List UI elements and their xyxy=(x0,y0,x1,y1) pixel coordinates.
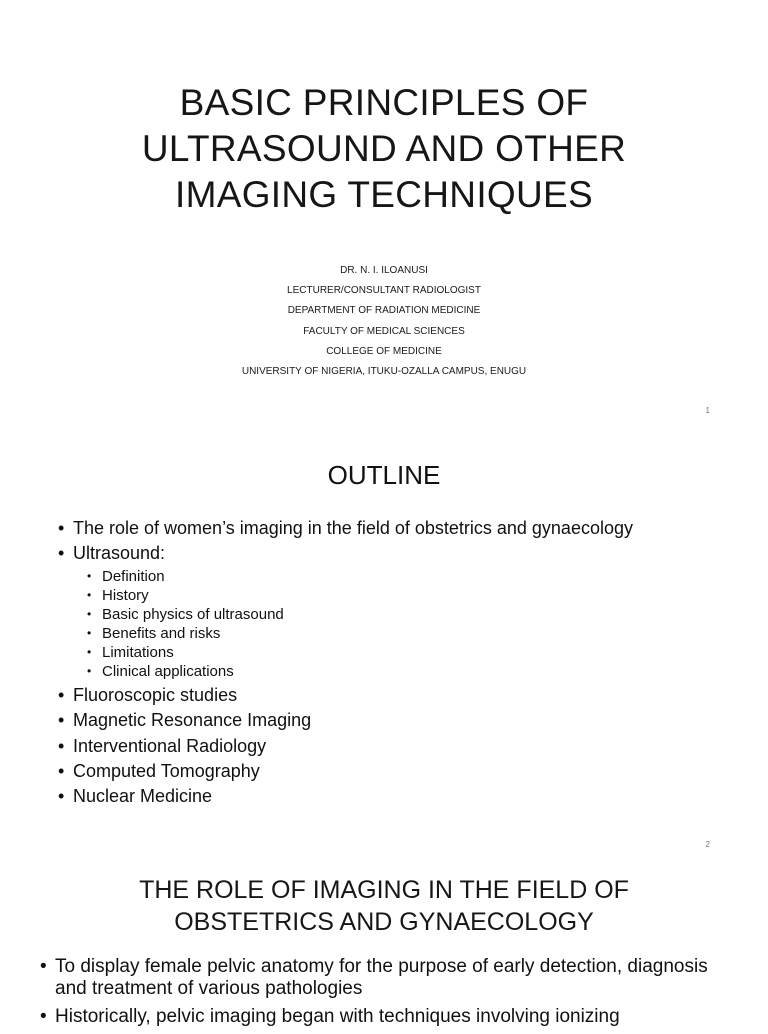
sub-list-item: • History xyxy=(87,586,633,605)
author-college: COLLEGE OF MEDICINE xyxy=(326,345,442,357)
slide-heading xyxy=(0,874,768,938)
author-block xyxy=(0,261,768,382)
sub-list-item: • Benefits and risks xyxy=(87,624,633,643)
title-line: ULTRASOUND AND OTHER xyxy=(141,128,627,169)
author-name: DR. N. I. ILOANUSI xyxy=(340,265,428,276)
presentation-title xyxy=(0,80,768,218)
list-item-label: Ultrasound: xyxy=(73,543,166,564)
page-number: 2 xyxy=(705,840,710,849)
list-item: • The role of women’s imaging in the field of obstetrics and gynaecology xyxy=(58,516,633,541)
author-role: LECTURER/CONSULTANT RADIOLOGIST xyxy=(287,285,481,297)
sub-list xyxy=(73,567,633,681)
title-line: BASIC PRINCIPLES OF xyxy=(179,82,589,123)
author-department: DEPARTMENT OF RADIATION MEDICINE xyxy=(287,305,481,317)
title-line: IMAGING TECHNIQUES xyxy=(175,174,593,215)
page-number: 1 xyxy=(705,406,710,415)
sub-list-item: • Basic physics of ultrasound xyxy=(87,605,633,624)
heading-line: OBSTETRICS AND GYNAECOLOGY xyxy=(174,908,594,936)
slide-outline xyxy=(0,432,768,864)
slide-title xyxy=(0,0,768,432)
list-item: • Fluoroscopic studies xyxy=(58,683,633,708)
list-item: • To display female pelvic anatomy for the purpose of early detection, diagnosis and treatment of various pathologies xyxy=(40,956,730,1000)
author-university: UNIVERSITY OF NIGERIA, ITUKU-OZALLA CAMPUS, ENUGU xyxy=(241,366,527,378)
author-faculty: FACULTY OF MEDICAL SCIENCES xyxy=(303,325,465,337)
list-item: • Historically, pelvic imaging began with techniques involving ionizing xyxy=(40,1006,730,1028)
outline-list xyxy=(58,516,633,810)
slide-heading: OUTLINE xyxy=(327,460,441,490)
slide-role-of-imaging xyxy=(0,864,768,1027)
bullet-list xyxy=(40,956,730,1034)
list-item: • Magnetic Resonance Imaging xyxy=(58,708,633,733)
sub-list-item: • Clinical applications xyxy=(87,662,633,681)
sub-list-item: • Limitations xyxy=(87,643,633,662)
heading-line: THE ROLE OF IMAGING IN THE FIELD OF xyxy=(139,876,629,904)
sub-list-item: • Definition xyxy=(87,567,633,586)
list-item: • Interventional Radiology xyxy=(58,734,633,759)
list-item xyxy=(58,541,633,680)
list-item: • Nuclear Medicine xyxy=(58,784,633,809)
list-item: • Computed Tomography xyxy=(58,759,633,784)
